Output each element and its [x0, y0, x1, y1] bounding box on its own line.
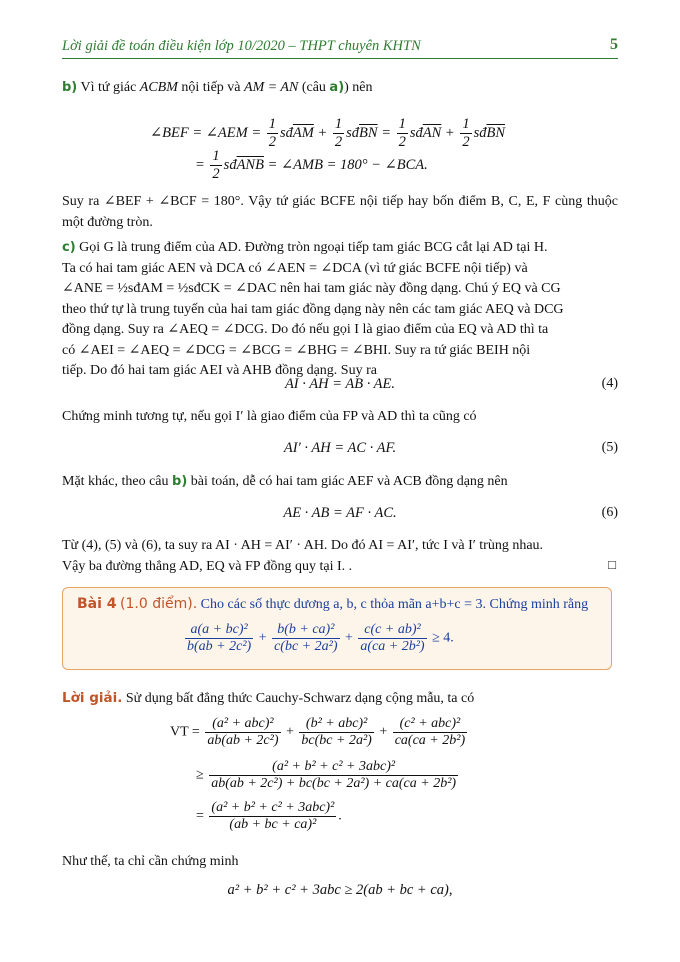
text: tiếp. Do đó hai tam giác AEI và AHB đồng dạng. Suy ra — [62, 363, 377, 378]
text: ) nên — [344, 80, 373, 95]
solution-line-3: = $\frac{\text{(a² + b² + c² + 3abc)²}}{\text{(ab + bc + ca)²}}$ . — [196, 800, 342, 832]
text-similar: Chứng minh tương tự, nếu gọi I′ là giao điểm của FP và AD thì ta cũng có — [62, 409, 477, 424]
header-title: Lời giải đề toán điều kiện lớp 10/2020 – THPT chuyên KHTN — [62, 38, 421, 54]
arc-bn: $\overline{BN}$ — [359, 124, 378, 141]
solution-final-inequality: a² + b² + c² + 3abc ≥ 2(ab + bc + ca), — [227, 882, 453, 898]
text: đồng dạng. Suy ra ∠AEQ = ∠DCG. Do đó nếu gọi I là giao điểm của EQ và AD thì ta — [62, 322, 549, 337]
text: Vì tứ giác — [77, 80, 140, 95]
conclusion-c — [62, 536, 618, 577]
page-header — [62, 36, 618, 59]
equation-angle-bef: ∠BEF = ∠AEM = $\frac{1}{2}$ $sđ\overline{AM}$ + $\frac{1}{2}$ $sđ\overline{BN}$ = $\frac{1}{2}$ $sđ\overline{AN}$ + $\frac{1}{2}$ $sđ\overline{BN}$ — [150, 116, 506, 150]
part-a-ref: a) — [329, 80, 345, 95]
solution-label: Lời giải. — [62, 690, 123, 706]
solution-line-2: ≥ $\frac{\text{(a² + b² + c² + 3abc)²}}{\text{ab(ab + 2c²) + bc(bc + 2a²) + ca(ca + 2b²)}}$ — [196, 759, 457, 791]
equation-6: AE · AB = AF · AC. — [283, 505, 397, 521]
fraction: $\frac{1}{2}$ — [334, 116, 343, 150]
text: Gọi G là trung điểm của AD. Đường tròn ngoại tiếp tam giác BCG cắt lại AD tại H. — [75, 240, 548, 255]
part-b-label: b) — [62, 80, 78, 95]
equation-4: AI · AH = AB · AE. — [284, 376, 396, 392]
fraction: $\frac{1}{2}$ — [212, 148, 220, 182]
math: ACBM — [139, 80, 178, 95]
text: theo thứ tự là trung tuyến của hai tam giác đồng dạng này nên các tam giác AEQ và DCG — [62, 301, 564, 317]
part-c-paragraph — [62, 238, 618, 382]
part-b-conclusion: Suy ra ∠BEF + ∠BCF = 180°. Vậy tứ giác BCFE nội tiếp hay bốn điểm B, C, E, F cùng thuộc một đường tròn. — [62, 194, 618, 230]
equation-angle-amb: = $\frac{1}{2}$ $sđ\overline{ANB}$ = ∠AMB = 180° − ∠BCA. — [195, 148, 428, 182]
text: Cho các số thực dương a, b, c thỏa mãn a+b+c = 3. Chứng minh rằng — [197, 597, 589, 612]
text: Từ (4), (5) và (6), ta suy ra AI · AH = AI′ · AH. Do đó AI = AI′, tức I và I′ trùng nhau. — [62, 538, 544, 553]
equation-4-number: (4) — [601, 376, 618, 391]
text: nội tiếp và — [177, 80, 245, 95]
solution-need: Như thế, ta chỉ cần chứng minh — [62, 854, 239, 869]
arc-anb: $\overline{ANB}$ — [236, 156, 264, 173]
problem-4-points: (1.0 điểm). — [120, 596, 198, 612]
part-b-intro — [62, 78, 618, 99]
text: có ∠AEI = ∠AEQ = ∠DCG = ∠BCG = ∠BHG = ∠BHI. Suy ra tứ giác BEIH nội — [62, 342, 531, 358]
text-mat-khac: Mặt khác, theo câu b) bài toán, dễ có hai tam giác AEF và ACB đồng dạng nên — [62, 474, 508, 489]
text: Sử dụng bất đẳng thức Cauchy-Schwarz dạng cộng mẫu, ta có — [122, 691, 475, 706]
problem-4-title: Bài 4 — [77, 596, 117, 612]
fraction: $\frac{1}{2}$ — [268, 116, 276, 150]
arc-an: $\overline{AN}$ — [422, 124, 442, 141]
text: Ta có hai tam giác AEN và DCA có ∠AEN = ∠DCA (vì tứ giác BCFE nội tiếp) và — [62, 260, 528, 276]
fraction: $\frac{1}{2}$ — [462, 116, 470, 150]
solution-line-1: VT = $\frac{\text{(a² + abc)²}}{\text{ab(ab + 2c²)}}$ + $\frac{\text{(b² + abc)²}}{\text{bc(bc + 2a²)}}$ + $\frac{\text{(c² + abc)²}}{\text{ca(ca + 2b²)}}$ — [170, 716, 466, 748]
page-number: 5 — [610, 36, 618, 53]
problem-4-inequality: $\frac{\text{a(a + bc)²}}{\text{b(ab + 2c²)}}$ + $\frac{\text{b(b + ca)²}}{\text{c(bc + 2a²)}}$ + $\frac{\text{c(c + ab)²}}{\text{a(ca + 2b²)}}$ ≥ 4. — [187, 622, 454, 654]
math: AM = AN — [244, 80, 299, 95]
arc-bn: $\overline{BN}$ — [486, 124, 506, 141]
qed-box-icon: □ — [608, 557, 616, 572]
arc-am: $\overline{AM}$ — [292, 124, 314, 141]
text: ∠ANE = ½sđAM = ½sđCK = ∠DAC nên hai tam giác này đồng dạng. Chú ý EQ và CG — [62, 281, 561, 296]
problem-4-box — [62, 587, 612, 670]
text: Vậy ba đường thẳng AD, EQ và FP đồng quy tại I. . — [62, 558, 353, 574]
equation-5: AI′ · AH = AC · AF. — [283, 440, 397, 456]
solution-intro — [62, 688, 618, 710]
part-b-ref: b) — [172, 474, 188, 489]
fraction: $\frac{1}{2}$ — [398, 116, 406, 150]
math: ∠BEF = ∠AEM = — [150, 124, 265, 141]
equation-5-number: (5) — [601, 440, 618, 455]
equation-6-number: (6) — [601, 505, 618, 520]
part-c-label: c) — [62, 240, 76, 255]
problem-4-statement — [77, 596, 588, 613]
text: (câu — [298, 80, 330, 95]
